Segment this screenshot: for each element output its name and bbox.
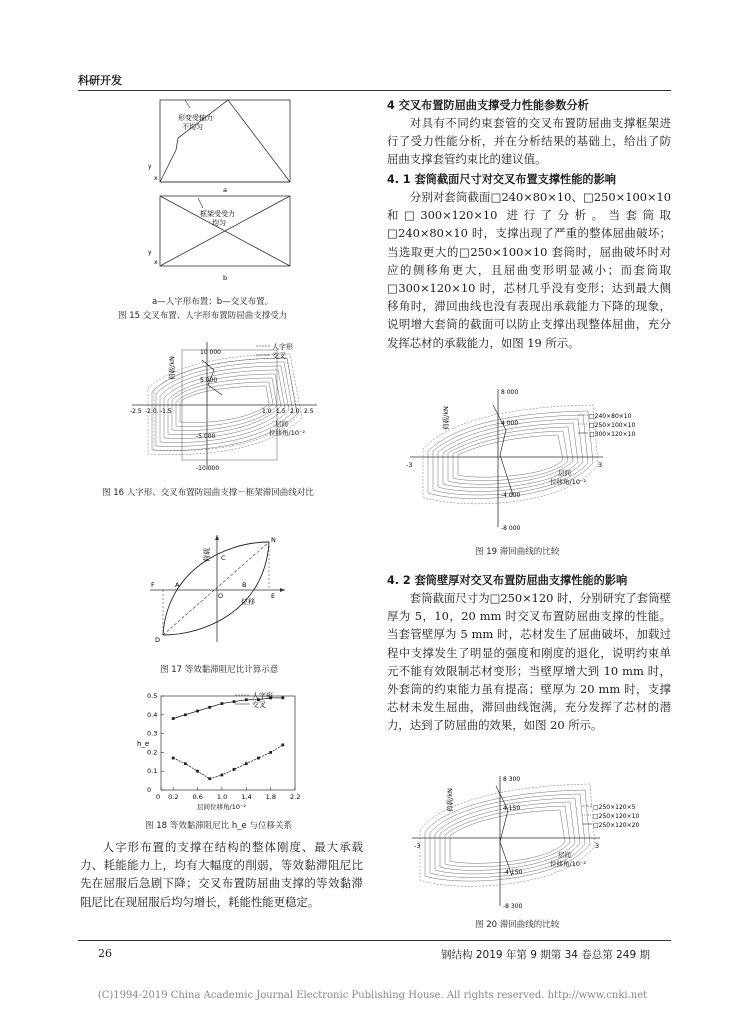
fig18-point-0	[196, 770, 199, 773]
fig18-ytick-label: 0.5	[147, 692, 158, 700]
fig18-point-0	[208, 777, 211, 780]
fig19-ytick-mid-bot: -4 000	[501, 492, 521, 499]
fig19-legend-2: □250×100×10	[589, 422, 636, 429]
fig15-legend: a—人字形布置；b—交叉布置。	[152, 297, 274, 307]
fig19-xlabel-2: 位移角/10⁻²	[550, 478, 586, 486]
fig18-xtick-label: 0.2	[168, 793, 179, 801]
fig18-point-1	[221, 702, 224, 705]
fig20-ytick-mid-top: 4 150	[503, 805, 521, 812]
fig20-xtick-r: 3	[595, 842, 600, 850]
page-number: 26	[98, 947, 112, 960]
fig18-point-1	[245, 698, 248, 701]
fig18-point-1	[208, 706, 211, 709]
fig18-point-0	[233, 768, 236, 771]
fig17-pt-F: F	[151, 581, 155, 589]
fig18-point-0	[221, 774, 224, 777]
fig17-pt-A: A	[175, 581, 180, 589]
fig16-xtick-4: 1.5	[276, 408, 286, 415]
fig20-ytick-top: 8 300	[503, 776, 521, 783]
fig18-xtick-label: 2.2	[290, 793, 301, 801]
fig19-xtick-l: -3	[406, 461, 413, 469]
figure-16	[112, 330, 327, 480]
sec41-title: 4. 1 套筒截面尺寸对交叉布置支撑性能的影响	[387, 173, 616, 186]
fig16-xlabel-1: 层间	[275, 420, 288, 428]
fig15-label-a2: 不均匀	[182, 123, 203, 131]
fig18-point-0	[257, 757, 260, 760]
fig16-ylabel: 荷载/kN	[168, 356, 176, 380]
fig20-xlabel-1: 层间	[558, 851, 571, 859]
fig15-label-b1: 框架受受力	[200, 210, 235, 218]
fig19-ytick-mid-top: 4 000	[501, 420, 519, 427]
fig18-point-0	[245, 762, 248, 765]
fig18-ytick-label: 0.1	[147, 767, 158, 776]
footer-rule	[78, 940, 671, 941]
fig20-ylabel: 荷载/kN	[446, 788, 454, 812]
sec41-paragraph: 分别对套筒截面□240×80×10、□250×100×10 和□300×120×10 进行了分析。当套筒取□240×80×10 时，支撑出现了严重的整体屈曲破坏；当选取更大的□250×100×10 套筒时，屈曲破坏时对应的侧移角更大，且屈曲变形明显减小；而套筒取□300×120×10 时，芯材几乎没有变形；达到最大侧移角时，滞回曲线也没有表现出承载能力下降的现象，说明增大套筒的截面可以防止支撑出现整体屈曲，充分发挥芯材的承载能力，如图 19 所示。	[387, 190, 671, 350]
fig18-point-0	[281, 743, 284, 746]
fig20-caption: 图 20 滞回曲线的比较	[475, 920, 560, 930]
figure-17	[145, 530, 290, 648]
fig16-ytick-bot: -10 000	[196, 465, 220, 472]
fig18-ylabel: h_e	[137, 740, 150, 748]
fig18-point-1	[233, 700, 236, 703]
fig16-legend-1: 人字形	[272, 343, 293, 351]
fig19-legend-3: □300×120×10	[589, 431, 636, 438]
fig16-xtick-3: 1.0	[262, 408, 272, 415]
fig17-pt-D: D	[155, 636, 161, 644]
fig18-xlabel: 层间位移角/10⁻²	[197, 803, 246, 811]
sec4-paragraph: 对具有不同约束套管的交叉布置防屈曲支撑框架进行了受力性能分析，并在分析结果的基础上，给出了防屈曲支撑套管约束比的建议值。	[387, 116, 671, 167]
figure-20	[400, 772, 672, 910]
fig15-label-a1: 形变受轴力	[178, 114, 213, 122]
fig17-caption: 图 17 等效黏滞阻尼比计算示意	[160, 665, 279, 675]
fig18-point-1	[184, 713, 187, 716]
fig15-axis-y-b: y	[148, 249, 152, 256]
fig19-xlabel-1: 层间	[558, 469, 571, 477]
fig20-xlabel-2: 位移角/10⁻²	[550, 860, 586, 868]
fig16-xtick-2: -1.5	[160, 408, 172, 415]
fig20-ytick-bot: -8 300	[503, 903, 523, 910]
fig17-xlabel: 位移	[241, 598, 255, 606]
fig18-frame	[161, 696, 295, 790]
section-header: 科研开发	[78, 74, 122, 87]
fig18-point-0	[269, 751, 272, 754]
fig16-caption: 图 16 人字形、交叉布置防屈曲支撑－框架滞回曲线对比	[102, 488, 314, 498]
fig16-xtick-0: -2.5	[130, 408, 142, 415]
fig20-legend-3: □250×120×20	[593, 822, 640, 829]
fig16-xtick-5: 2.0	[290, 408, 300, 415]
fig18-point-1	[196, 710, 199, 713]
fig18-point-1	[281, 696, 284, 699]
fig18-xtick-label: 1.8	[265, 793, 276, 801]
fig17-pt-O: O	[218, 592, 224, 600]
fig18-point-0	[184, 762, 187, 765]
fig18-point-0	[172, 757, 175, 760]
fig18-point-1	[172, 717, 175, 720]
fig18-legend-2: 交叉	[252, 701, 266, 709]
fig15-axis-x-a: x	[154, 175, 158, 182]
fig15-label-b2: 均匀	[212, 219, 226, 227]
sec42-title: 4. 2 套筒壁厚对交叉布置防屈曲支撑性能的影响	[387, 574, 628, 587]
fig18-xtick-label: 1.0	[216, 793, 228, 801]
fig18-chart	[135, 686, 310, 811]
fig19-caption: 图 19 滞回曲线的比较	[475, 547, 560, 557]
sec42-paragraph: 套筒截面尺寸为□250×120 时，分别研究了套筒壁厚为 5，10，20 mm 时交叉布置防屈曲支撑的性能。当套管壁厚为 5 mm 时，芯材发生了屈曲破坏，加载过程中支撑发生了明显的强度和刚度的退化，说明约束单元不能有效限制芯材变形；当壁厚增大到 10 mm 时，外套筒的约束能力虽有提高；壁厚为 20 mm 时，支撑芯材未发生屈曲，滞回曲线饱满，充分发挥了芯材的潜力，达到了防屈曲的效果，如图 20 所示。	[387, 591, 671, 733]
left-paragraph: 人字形布置的支撑在结构的整体刚度、最大承载力、耗能能力上，均有大幅度的削弱，等效黏滞阻尼比先在屈服后急剧下降；交叉布置防屈曲支撑的等效黏滞阻尼比在现屈服后均匀增长，耗能性能更稳定。	[80, 840, 363, 909]
fig19-ytick-top: 8 000	[501, 389, 519, 396]
fig17-pt-C: C	[221, 554, 226, 562]
figure-19	[398, 385, 670, 535]
fig19-ylabel: 荷载/kN	[442, 406, 450, 430]
figure-15	[140, 98, 310, 293]
fig15-sub-b: b	[223, 274, 228, 282]
fig16-xtick-1: -2.0	[145, 408, 157, 415]
fig18-ytick-label: 0.2	[147, 748, 158, 757]
fig15-axis-x-b: x	[154, 259, 158, 266]
journal-info: 钢结构 2019 年第 9 期第 34 卷总第 249 期	[441, 949, 651, 961]
fig18-xtick-label: 0.6	[192, 793, 203, 801]
fig16-legend-2: 交叉	[272, 352, 286, 360]
fig20-xtick-l: -3	[414, 842, 421, 850]
fig16-xtick-6: 2.5	[304, 408, 314, 415]
fig18-series-line-1	[173, 698, 283, 719]
fig15-caption: 图 15 交叉布置、人字形布置防屈曲支撑受力	[118, 311, 288, 321]
fig17-pt-N: N	[271, 536, 276, 544]
fig18-series-line-0	[173, 745, 283, 779]
fig16-ytick-mid-top: 5 000	[200, 377, 218, 384]
fig18-caption: 图 18 等效黏滞阻尼比 h_e 与位移关系	[145, 821, 292, 831]
fig19-ytick-bot: -8 000	[501, 525, 521, 532]
fig19-xtick-r: 3	[598, 461, 603, 469]
fig17-pt-B: B	[242, 581, 247, 589]
header-rule	[78, 90, 671, 91]
fig18-ytick-label: 0.3	[147, 729, 158, 738]
copyright-notice: (C)1994-2019 China Academic Journal Electronic Publishing House. All rights reserved. http://www.cnki.net	[97, 990, 648, 1001]
fig15-sub-a: a	[223, 186, 227, 194]
fig16-ytick-top: 10 000	[200, 349, 221, 356]
fig20-ytick-mid-bot: -4 150	[503, 869, 523, 876]
fig15-axis-y-a: y	[148, 163, 152, 170]
fig18-xtick-label: 0	[156, 793, 161, 801]
fig16-ytick-mid-bot: -5 000	[196, 433, 216, 440]
fig17-pt-E: E	[271, 592, 276, 600]
sec4-title: 4 交叉布置防屈曲支撑受力性能参数分析	[387, 99, 589, 112]
figure-18	[135, 686, 310, 811]
fig20-legend-1: □250×120×5	[593, 804, 636, 811]
fig17-ylabel: 荷载	[203, 548, 211, 562]
fig18-ytick-label: 0.4	[147, 710, 158, 719]
fig18-xtick-label: 1.4	[241, 793, 252, 801]
fig19-legend-1: □240×80×10	[589, 413, 632, 420]
fig20-legend-2: □250×120×10	[593, 813, 640, 820]
fig18-ytick-label: 0	[147, 786, 152, 794]
fig18-legend-1: 人字形	[252, 692, 273, 700]
fig16-xlabel-2: 位移角/10⁻²	[269, 429, 305, 437]
